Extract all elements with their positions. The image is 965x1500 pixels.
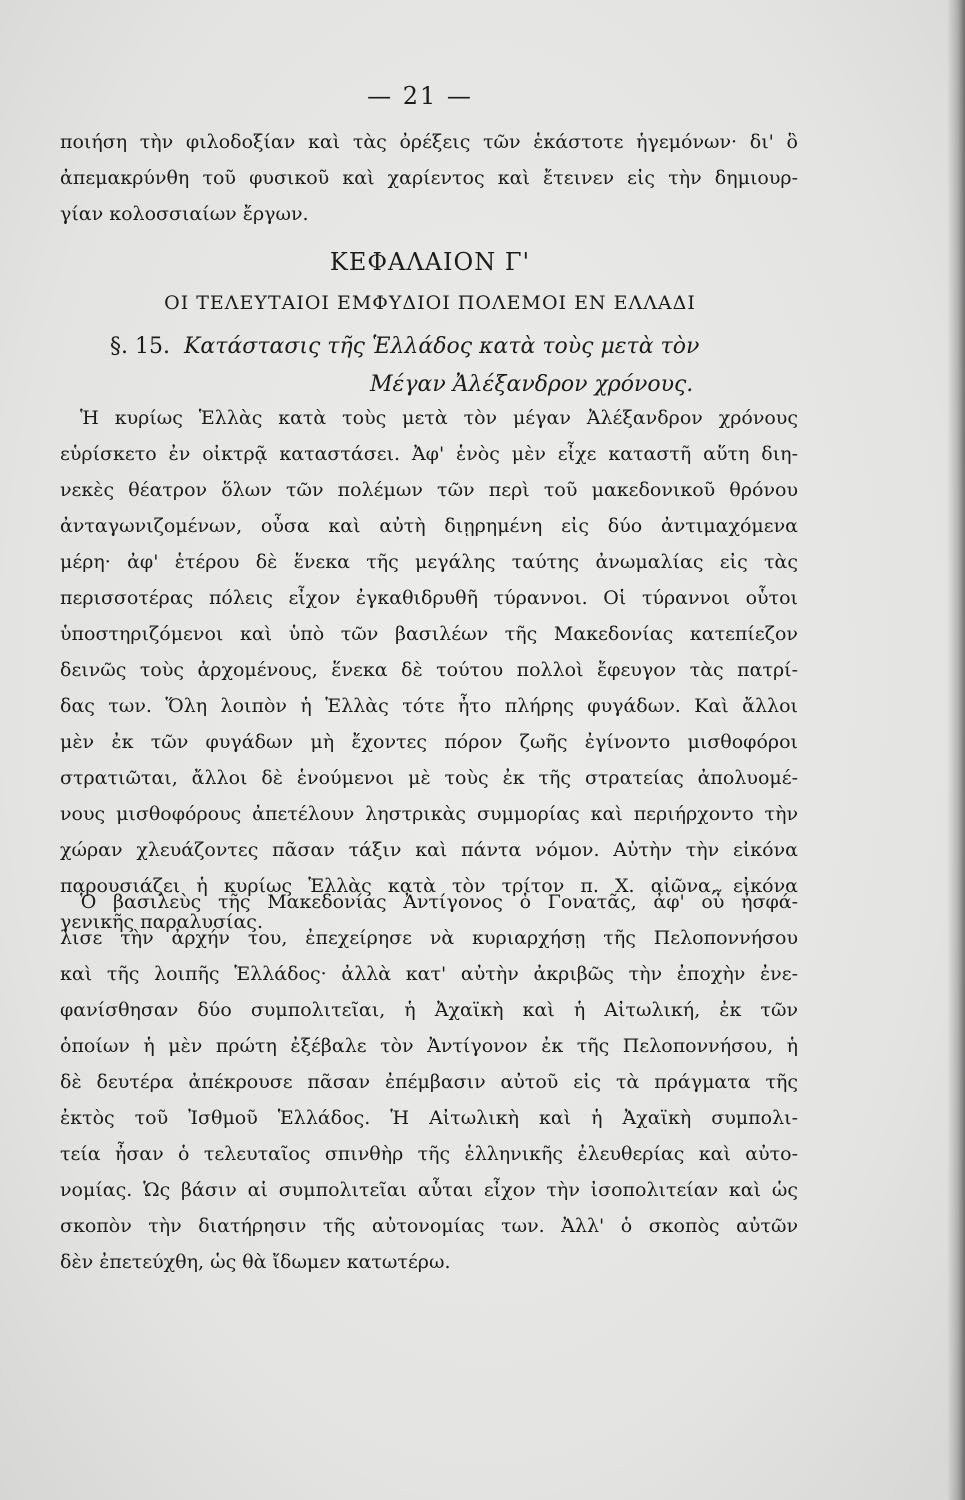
paragraph-line: φανίσθησαν δύο συμπολιτεῖαι, ἡ Ἀχαϊκὴ καὶ ἡ Αἰτωλική, ἐκ τῶν: [60, 999, 798, 1021]
paragraph-line: Ὁ βασιλεὺς τῆς Μακεδονίας Ἀντίγονος ὁ Γονατᾶς, ἀφ' οὗ ἠσφά-: [80, 891, 798, 913]
paragraph-line: εὑρίσκετο ἐν οἰκτρᾷ καταστάσει. Ἀφ' ἑνὸς μὲν εἶχε καταστῆ αὕτη διη-: [60, 443, 798, 465]
intro-line: γίαν κολοσσιαίων ἔργων.: [60, 203, 309, 225]
chapter-title: ΚΕΦΑΛΑΙΟΝ Γ': [329, 248, 531, 276]
intro-line: ἀπεμακρύνθη τοῦ φυσικοῦ καὶ χαρίεντος καὶ ἔτεινεν εἰς τὴν δημιουρ-: [60, 167, 798, 189]
paragraph-line: σκοπὸν τὴν διατήρησιν τῆς αὐτονομίας των. Ἀλλ' ὁ σκοπὸς αὐτῶν: [60, 1215, 798, 1237]
paragraph-line: ἀνταγωνιζομένων, οὖσα καὶ αὐτὴ διῃρημένη εἰς δύο ἀντιμαχόμενα: [60, 515, 798, 537]
section-title-line1: Κατάστασις τῆς Ἑλλάδος κατὰ τοὺς μετὰ τὸν: [183, 334, 700, 359]
paragraph-line: μέρη· ἀφ' ἑτέρου δὲ ἕνεκα τῆς μεγάλης ταύτης ἀνωμαλίας εἰς τὰς: [60, 551, 798, 573]
section-title-line2: Μέγαν Ἀλέξανδρον χρόνους.: [370, 372, 694, 397]
paragraph-line: Ἡ κυρίως Ἑλλὰς κατὰ τοὺς μετὰ τὸν μέγαν Ἀλέξανδρον χρόνους: [80, 407, 798, 429]
paragraph-line: τεία ἦσαν ὁ τελευταῖος σπινθὴρ τῆς ἑλληνικῆς ἐλευθερίας καὶ αὐτο-: [60, 1143, 798, 1165]
intro-paragraph: [60, 124, 798, 232]
paragraph-line: ὑποστηριζόμενοι καὶ ὑπὸ τῶν βασιλέων τῆς Μακεδονίας κατεπίεζον: [60, 623, 798, 645]
section-mark: §. 15.: [110, 334, 170, 359]
page-number: — 21 —: [367, 82, 473, 110]
paragraph-line: στρατιῶται, ἄλλοι δὲ ἑνούμενοι μὲ τοὺς ἐκ τῆς στρατείας ἀπολυομέ-: [60, 767, 798, 789]
paragraph-line: νομίας. Ὡς βάσιν αἱ συμπολιτεῖαι αὗται εἶχον τὴν ἰσοπολιτείαν καὶ ὡς: [60, 1179, 798, 1201]
paragraph-line: μὲν ἐκ τῶν φυγάδων μὴ ἔχοντες πόρον ζωῆς ἐγίνοντο μισθοφόροι: [60, 731, 798, 753]
paragraph-2: [60, 884, 798, 1280]
chapter-subtitle: ΟΙ ΤΕΛΕΥΤΑΙΟΙ ΕΜΦΥΔΙΟΙ ΠΟΛΕΜΟΙ ΕΝ ΕΛΛΑΔΙ: [164, 292, 696, 314]
paragraph-line: δεινῶς τοὺς ἀρχομένους, ἕνεκα δὲ τούτου πολλοὶ ἔφευγον τὰς πατρί-: [60, 659, 798, 681]
paragraph-line: ἐκτὸς τοῦ Ἰσθμοῦ Ἑλλάδος. Ἡ Αἰτωλικὴ καὶ ἡ Ἀχαϊκὴ συμπολι-: [60, 1107, 798, 1129]
paragraph-line: δὲ δευτέρα ἀπέκρουσε πᾶσαν ἐπέμβασιν αὐτοῦ εἰς τὰ πράγματα τῆς: [60, 1071, 798, 1093]
paragraph-line: δας των. Ὅλη λοιπὸν ἡ Ἑλλὰς τότε ἦτο πλήρης φυγάδων. Καὶ ἄλλοι: [60, 695, 798, 717]
paragraph-line: χώραν χλευάζοντες πᾶσαν τάξιν καὶ πάντα νόμον. Αὐτὴν τὴν εἰκόνα: [60, 839, 798, 861]
paragraph-line: γενικῆς παραλυσίας.: [60, 911, 263, 933]
intro-line: ποιήση τὴν φιλοδοξίαν καὶ τὰς ὀρέξεις τῶν ἑκάστοτε ἡγεμόνων· δι' ὃ: [60, 131, 798, 153]
paragraph-line: λισε τὴν ἀρχήν του, ἐπεχείρησε νὰ κυριαρχήσῃ τῆς Πελοποννήσου: [60, 927, 798, 949]
section-heading: [110, 328, 790, 404]
paragraph-line: περισσοτέρας πόλεις εἶχον ἐγκαθιδρυθῆ τύραννοι. Οἱ τύραννοι οὗτοι: [60, 587, 798, 609]
paragraph-line: νους μισθοφόρους ἀπετέλουν ληστρικὰς συμμορίας καὶ περιήρχοντο τὴν: [60, 803, 798, 825]
paragraph-line: νεκὲς θέατρον ὅλων τῶν πολέμων τῶν περὶ τοῦ μακεδονικοῦ θρόνου: [60, 479, 798, 501]
paragraph-1: [60, 400, 798, 940]
paragraph-line: παρουσιάζει ἡ κυρίως Ἑλλὰς κατὰ τὸν τρίτον π. Χ. αἰῶνα, εἰκόνα: [60, 875, 798, 897]
paragraph-line: ὁποίων ἡ μὲν πρώτη ἐξέβαλε τὸν Ἀντίγονον ἐκ τῆς Πελοποννήσου, ἡ: [60, 1035, 798, 1057]
page-edge-shadow: [947, 0, 965, 1500]
paragraph-line: δὲν ἐπετεύχθη, ὡς θὰ ἴδωμεν κατωτέρω.: [60, 1251, 451, 1273]
paragraph-line: καὶ τῆς λοιπῆς Ἑλλάδος· ἀλλὰ κατ' αὐτὴν ἀκριβῶς τὴν ἐποχὴν ἐνε-: [60, 963, 798, 985]
